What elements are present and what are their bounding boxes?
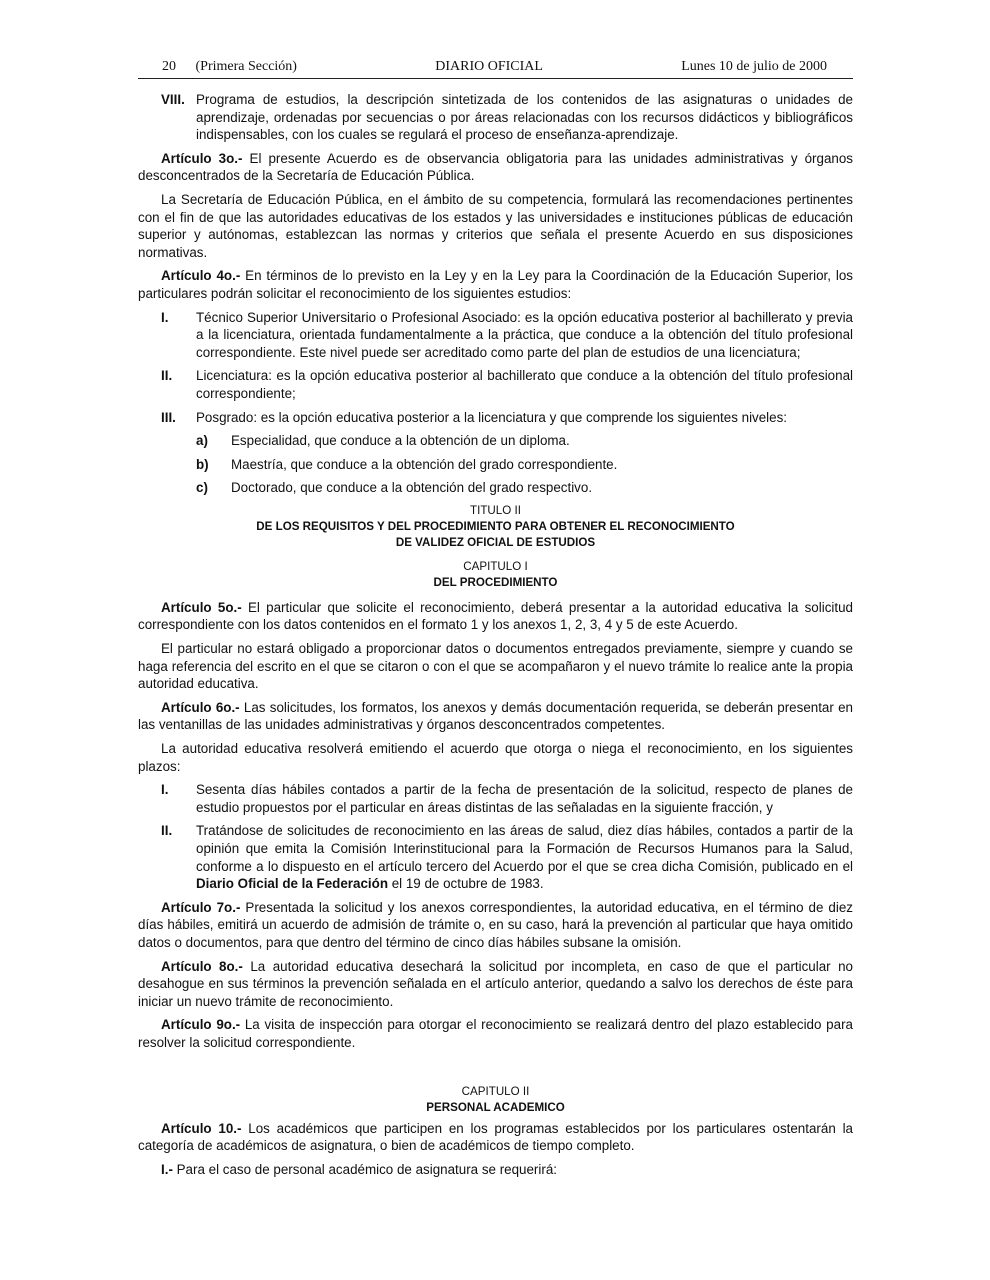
fraction-label: I.- [161, 1161, 173, 1177]
fraction-number: VIII. [161, 92, 185, 107]
item-number: I. [161, 309, 169, 325]
article-text: Las solicitudes, los formatos, los anexos y demás documentación requerida, se deberán presentar en las ventanillas de las unidades administrativas y órganos desconcentrados competentes. [138, 699, 853, 733]
article-text: El presente Acuerdo es de observancia obligatoria para las unidades administrativas y órganos desconcentrados de la Secretaría de Educación Pública. [138, 150, 853, 184]
article-6 [138, 699, 853, 734]
item-text: Sesenta días hábiles contados a partir de la fecha de presentación de la solicitud, respecto de planes de estudio propuestos por el particular en áreas distintas de las señaladas en la siguiente fracción, y [196, 782, 853, 815]
article-label: Artículo 9o.- [161, 1017, 241, 1033]
item-number: III. [161, 409, 176, 425]
item-text: Licenciatura: es la opción educativa posterior al bachillerato que conduce a la obtención del título profesional correspondiente; [196, 368, 853, 401]
item-number: II. [161, 823, 173, 839]
article-4 [138, 267, 853, 302]
page-number: 20 [162, 59, 176, 74]
item-text: Posgrado: es la opción educativa posterior a la licenciatura y que comprende los siguientes niveles: [196, 409, 788, 425]
article-text: La visita de inspección para otorgar el reconocimiento se realizará dentro del plazo establecido para resolver la solicitud correspondiente. [138, 1017, 853, 1050]
article-3 [138, 150, 853, 185]
title-heading-line-1: DE LOS REQUISITOS Y DEL PROCEDIMIENTO PARA OBTENER EL RECONOCIMIENTO [256, 519, 735, 533]
article-8 [138, 958, 853, 1011]
article-label: Artículo 5o.- [161, 599, 242, 615]
fraction-viii [138, 91, 853, 144]
header-left [162, 58, 297, 76]
article-6-paragraph-2: La autoridad educativa resolverá emitiendo el acuerdo que otorga o niega el reconocimiento, en los siguientes plazos: [138, 741, 853, 774]
title-label: TITULO II [470, 503, 521, 517]
item-number: I. [161, 782, 169, 798]
article-label: Artículo 7o.- [161, 899, 241, 915]
article-label: Artículo 6o.- [161, 699, 240, 715]
sub-item-text: Doctorado, que conduce a la obtención del grado respectivo. [231, 480, 593, 496]
chapter-label: CAPITULO II [461, 1084, 530, 1098]
document-page [138, 58, 853, 1184]
article-10-fraction-i [138, 1161, 853, 1179]
title-heading-line-2: DE VALIDEZ OFICIAL DE ESTUDIOS [395, 535, 596, 549]
article-text: El particular que solicite el reconocimiento, deberá presentar a la autoridad educativa la solicitud correspondiente con los datos contenidos en el formato 1 y los anexos 1, 2, 3, 4 y 5 de este Acuerdo. [138, 599, 853, 633]
article-10 [138, 1120, 853, 1155]
sub-item-text: Maestría, que conduce a la obtención del grado correspondiente. [231, 456, 618, 472]
sub-item [138, 432, 853, 450]
list-item [138, 367, 853, 402]
section-label: (Primera Sección) [195, 59, 297, 74]
article-label: Artículo 3o.- [161, 150, 243, 166]
publication-date: Lunes 10 de julio de 2000 [681, 59, 827, 74]
fraction-text: Para el caso de personal académico de asignatura se requerirá: [172, 1161, 557, 1177]
article-text: En términos de lo previsto en la Ley y en la Ley para la Coordinación de la Educación Superior, los particulares podrán solicitar el reconocimiento de los siguientes estudios: [138, 268, 853, 301]
article-5-paragraph-2: El particular no estará obligado a proporcionar datos o documentos entregados previamente, siempre y cuando se haga referencia del escrito en el que se citaron o con el que se acompañaron y el nuevo trámite lo realice ante la propia autoridad educativa. [138, 641, 853, 692]
sub-item [138, 479, 853, 497]
sub-item-letter: a) [196, 433, 208, 449]
item-text: Tratándose de solicitudes de reconocimiento en las áreas de salud, diez días hábiles, contados a partir de la opinión que emita la Comisión Interinstitucional para la Formación de Recursos Humanos para la Salud, conforme a lo dispuesto en el artículo tercero del Acuerdo por el que se crea dicha Comisión, publicado en el Diario Oficial de la Federación el 19 de octubre de 1983. [196, 823, 853, 892]
article-label: Artículo 8o.- [161, 958, 243, 974]
list-item [138, 822, 853, 892]
chapter-title: DEL PROCEDIMIENTO [433, 575, 558, 589]
item-text: Técnico Superior Universitario o Profesional Asociado: es la opción educativa posterior al bachillerato y previa a la licenciatura, orientada fundamentalmente a la práctica, que conduce a la obtención del título profesional correspondiente. Este nivel puede ser acreditado como parte del plan de estudios de una licenciatura; [196, 309, 853, 360]
article-label: Artículo 4o.- [161, 268, 241, 284]
article-text: Los académicos que participen en los programas establecidos por los particulares ostentarán la categoría de académicos de asignatura, o bien de académicos de tiempo completo. [138, 1120, 853, 1154]
list-item [138, 409, 853, 427]
article-3-paragraph-2: La Secretaría de Educación Pública, en el ámbito de su competencia, formulará las recomendaciones pertinentes con el fin de que las autoridades educativas de los estados y las universidades e instituciones públicas de educación superior y autónomas, establezcan las normas y criterios que señala el presente Acuerdo en sus disposiciones normativas. [138, 191, 853, 260]
article-text: Presentada la solicitud y los anexos correspondientes, la autoridad educativa, en el término de diez días hábiles, emitirá un acuerdo de admisión de trámite o, en su caso, hará la prevención al particular que haya omitido datos o documentos, para que dentro del término de cinco días hábiles subsane la omisión. [138, 899, 853, 950]
sub-item [138, 456, 853, 474]
list-item [138, 781, 853, 816]
article-label: Artículo 10.- [161, 1120, 242, 1136]
article-9 [138, 1016, 853, 1051]
article-5 [138, 599, 853, 634]
article-7 [138, 899, 853, 952]
publication-reference: Diario Oficial de la Federación [196, 876, 388, 892]
item-number: II. [161, 368, 173, 384]
sub-item-letter: c) [196, 480, 208, 496]
page-header [138, 58, 853, 79]
list-item [138, 309, 853, 362]
chapter-label: CAPITULO I [463, 559, 528, 573]
article-text: La autoridad educativa desechará la solicitud por incompleta, en caso de que el particular no desahogue en sus términos la prevención señalada en el artículo anterior, quedando a salvo los derechos de éste para iniciar un nuevo trámite de reconocimiento. [138, 958, 853, 1009]
sub-item-text: Especialidad, que conduce a la obtención de un diploma. [231, 433, 570, 449]
publication-name: DIARIO OFICIAL [435, 59, 543, 74]
fraction-text: Programa de estudios, la descripción sintetizada de los contenidos de las asignaturas o unidades de aprendizaje, ordenadas por secuencias o por áreas relacionadas con los recursos didácticos y bibliográficos indispensables, con los cuales se regulará el proceso de enseñanza-aprendizaje. [196, 92, 853, 143]
chapter-title: PERSONAL ACADEMICO [426, 1100, 565, 1114]
sub-item-letter: b) [196, 456, 209, 472]
